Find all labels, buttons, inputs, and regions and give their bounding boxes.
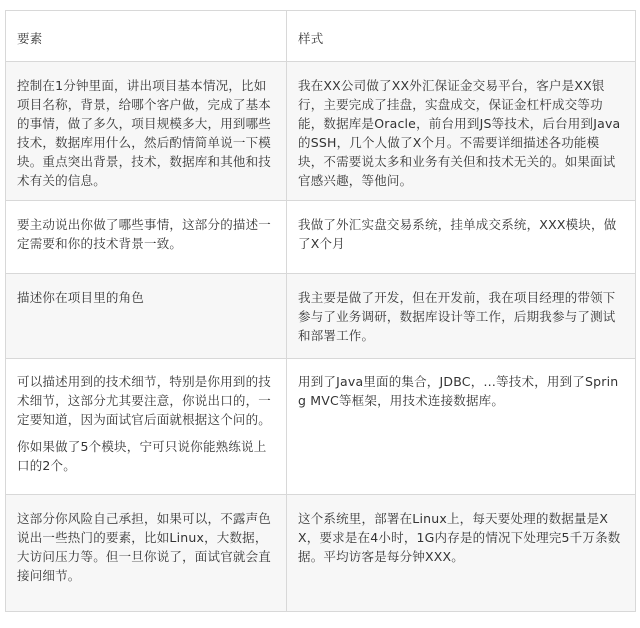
table-row xyxy=(6,359,636,495)
element-cell xyxy=(6,274,287,359)
element-text: 要主动说出你做了哪些事情，这部分的描述一定需要和你的技术背景一致。 xyxy=(17,217,272,251)
table-row xyxy=(6,274,636,359)
example-cell: 这个系统里，部署在Linux上，每天要处理的数据量是XX，要求是在4小时，1G内存是的情况下处理完5千万条数据。平均访客是每分钟XXX。 xyxy=(287,495,636,612)
interview-tips-table xyxy=(5,10,636,612)
table-header-row xyxy=(6,11,636,62)
element-text: 描述你在项目里的角色 xyxy=(17,290,145,305)
element-cell xyxy=(6,359,287,495)
table-row xyxy=(6,62,636,201)
header-example: 样式 xyxy=(287,11,636,62)
element-text: 控制在1分钟里面，讲出项目基本情况，比如项目名称，背景，给哪个客户做，完成了基本的事情，做了多久，项目规模多大，用到哪些技术，数据库用什么，然后酌情简单说一下模块。重点突出背景，技术，数据库和其他和技术有关的信息。 xyxy=(17,78,272,188)
element-cell xyxy=(6,495,287,612)
table-row xyxy=(6,201,636,274)
element-text: 可以描述用到的技术细节，特别是你用到的技术细节，这部分尤其要注意，你说出口的，一定要知道，因为面试官后面就根据这个问的。 xyxy=(17,374,272,427)
element-cell xyxy=(6,62,287,201)
element-text: 你如果做了5个模块，宁可只说你能熟练说上口的2个。 xyxy=(17,439,267,473)
example-cell: 我在XX公司做了XX外汇保证金交易平台，客户是XX银行，主要完成了挂盘，实盘成交，保证金杠杆成交等功能，数据库是Oracle，前台用到JS等技术，后台用到Java的SSH，几个人做了X个月。不需要详细描述各功能模块，不需要说太多和业务有关但和技术无关的。如果面试官感兴趣，等他问。 xyxy=(287,62,636,201)
example-cell: 用到了Java里面的集合，JDBC，…等技术，用到了Spring MVC等框架，用技术连接数据库。 xyxy=(287,359,636,495)
example-cell: 我主要是做了开发，但在开发前，我在项目经理的带领下参与了业务调研，数据库设计等工作，后期我参与了测试和部署工作。 xyxy=(287,274,636,359)
element-cell xyxy=(6,201,287,274)
example-cell: 我做了外汇实盘交易系统，挂单成交系统，XXX模块，做了X个月 xyxy=(287,201,636,274)
element-text: 这部分你风险自己承担，如果可以，不露声色说出一些热门的要素，比如Linux，大数据，大访问压力等。但一旦你说了，面试官就会直接问细节。 xyxy=(17,511,272,583)
header-element: 要素 xyxy=(6,11,287,62)
table-row xyxy=(6,495,636,612)
